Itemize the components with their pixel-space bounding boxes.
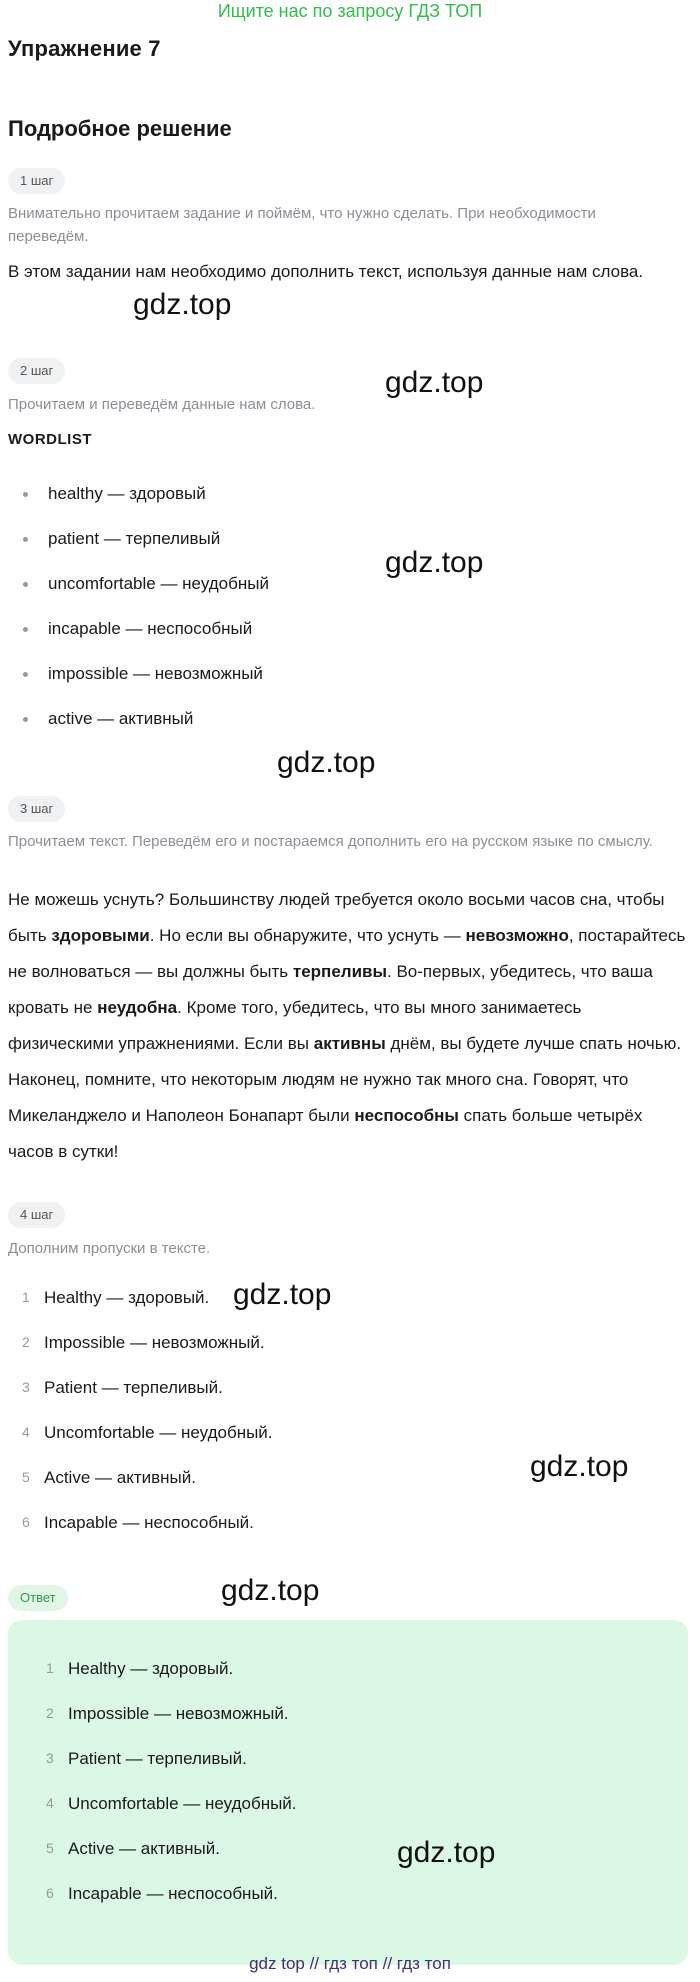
list-item: 5 Active — активный. [8, 1455, 273, 1500]
item-number: 5 [22, 1469, 30, 1485]
answer-badge: Ответ [8, 1585, 68, 1611]
watermark: gdz.top [277, 746, 376, 779]
list-item: 4 Uncomfortable — неудобный. [8, 1410, 273, 1455]
step-4-badge: 4 шаг [8, 1202, 65, 1228]
watermark: gdz.top [385, 366, 484, 399]
list-item: patient — терпеливый [8, 516, 269, 561]
item-number: 6 [46, 1885, 54, 1901]
bold-word: терпеливы [292, 962, 387, 981]
watermark: gdz.top [385, 546, 484, 579]
wordlist [8, 471, 269, 741]
list-item: 1 Healthy — здоровый. [32, 1646, 297, 1691]
list-item: 2 Impossible — невозможный. [8, 1320, 273, 1365]
step-4-hint: Дополним пропуски в тексте. [8, 1240, 211, 1257]
step-1-badge: 1 шаг [8, 168, 65, 194]
bold-word: неудобна [97, 998, 178, 1017]
item-number: 5 [46, 1840, 54, 1856]
list-item: 5 Active — активный. [32, 1826, 297, 1871]
bold-word: здоровыми [51, 926, 150, 945]
list-item: 6 Incapable — неспособный. [8, 1500, 273, 1545]
watermark: gdz.top [397, 1836, 496, 1869]
watermark: gdz.top [233, 1278, 332, 1311]
watermark: gdz.top [530, 1450, 629, 1483]
list-item: 6 Incapable — неспособный. [32, 1871, 297, 1916]
top-banner[interactable]: Ищите нас по запросу ГДЗ ТОП [217, 1, 483, 21]
exercise-title: Упражнение 7 [8, 36, 161, 61]
item-number: 2 [46, 1705, 54, 1721]
step-1-hint: Внимательно прочитаем задание и поймём, что нужно сделать. При необходимости переведём. [8, 205, 596, 245]
step-3-hint: Прочитаем текст. Переведём его и постараемся дополнить его на русском языке по смыслу. [8, 833, 653, 850]
bold-word: активны [313, 1034, 386, 1053]
list-item: 2 Impossible — невозможный. [32, 1691, 297, 1736]
solution-title: Подробное решение [8, 116, 232, 141]
step-3-badge: 3 шаг [8, 796, 65, 822]
list-item: 1 Healthy — здоровый. [8, 1275, 273, 1320]
item-number: 3 [22, 1379, 30, 1395]
step-2-badge: 2 шаг [8, 358, 65, 384]
step-2-hint: Прочитаем и переведём данные нам слова. [8, 396, 316, 413]
list-item: impossible — невозможный [8, 651, 269, 696]
list-item: active — активный [8, 696, 269, 741]
item-number: 2 [22, 1334, 30, 1350]
bold-word: невозможно [465, 926, 569, 945]
item-number: 6 [22, 1514, 30, 1530]
item-number: 4 [22, 1424, 30, 1440]
list-item: 4 Uncomfortable — неудобный. [32, 1781, 297, 1826]
answer-box [8, 1620, 688, 1965]
step-1-text: В этом задании нам необходимо дополнить текст, используя данные нам слова. [8, 262, 644, 281]
bold-word: неспособны [354, 1106, 459, 1125]
filled-list [8, 1275, 273, 1545]
watermark: gdz.top [133, 288, 232, 321]
wordlist-title: WORDLIST [8, 431, 92, 448]
item-number: 3 [46, 1750, 54, 1766]
list-item: uncomfortable — неудобный [8, 561, 269, 606]
list-item: 3 Patient — терпеливый. [8, 1365, 273, 1410]
item-number: 1 [46, 1660, 54, 1676]
footer-links[interactable]: gdz top // гдз топ // гдз топ [249, 1954, 451, 1973]
item-number: 4 [46, 1795, 54, 1811]
item-number: 1 [22, 1289, 30, 1305]
answer-list [32, 1646, 297, 1916]
list-item: healthy — здоровый [8, 471, 269, 516]
list-item: incapable — неспособный [8, 606, 269, 651]
step-3-text: Не можешь уснуть? Большинству людей требуется около восьми часов сна, чтобы быть здоровыми. Но если вы обнаружите, что уснуть — невозможно, постарайтесь не волноваться — вы должны быть терпеливы. Во-первых, убедитесь, что ваша кровать не неудобна. Кроме того, убедитесь, что вы много занимаетесь физическими упражнениями. Если вы активны днём, вы будете лучше спать ночью. Наконец, помните, что некоторым людям не нужно так много сна. Говорят, что Микеланджело и Наполеон Бонапарт были неспособны спать больше четырёх часов в сутки! [8, 890, 686, 1161]
list-item: 3 Patient — терпеливый. [32, 1736, 297, 1781]
watermark: gdz.top [221, 1574, 320, 1607]
